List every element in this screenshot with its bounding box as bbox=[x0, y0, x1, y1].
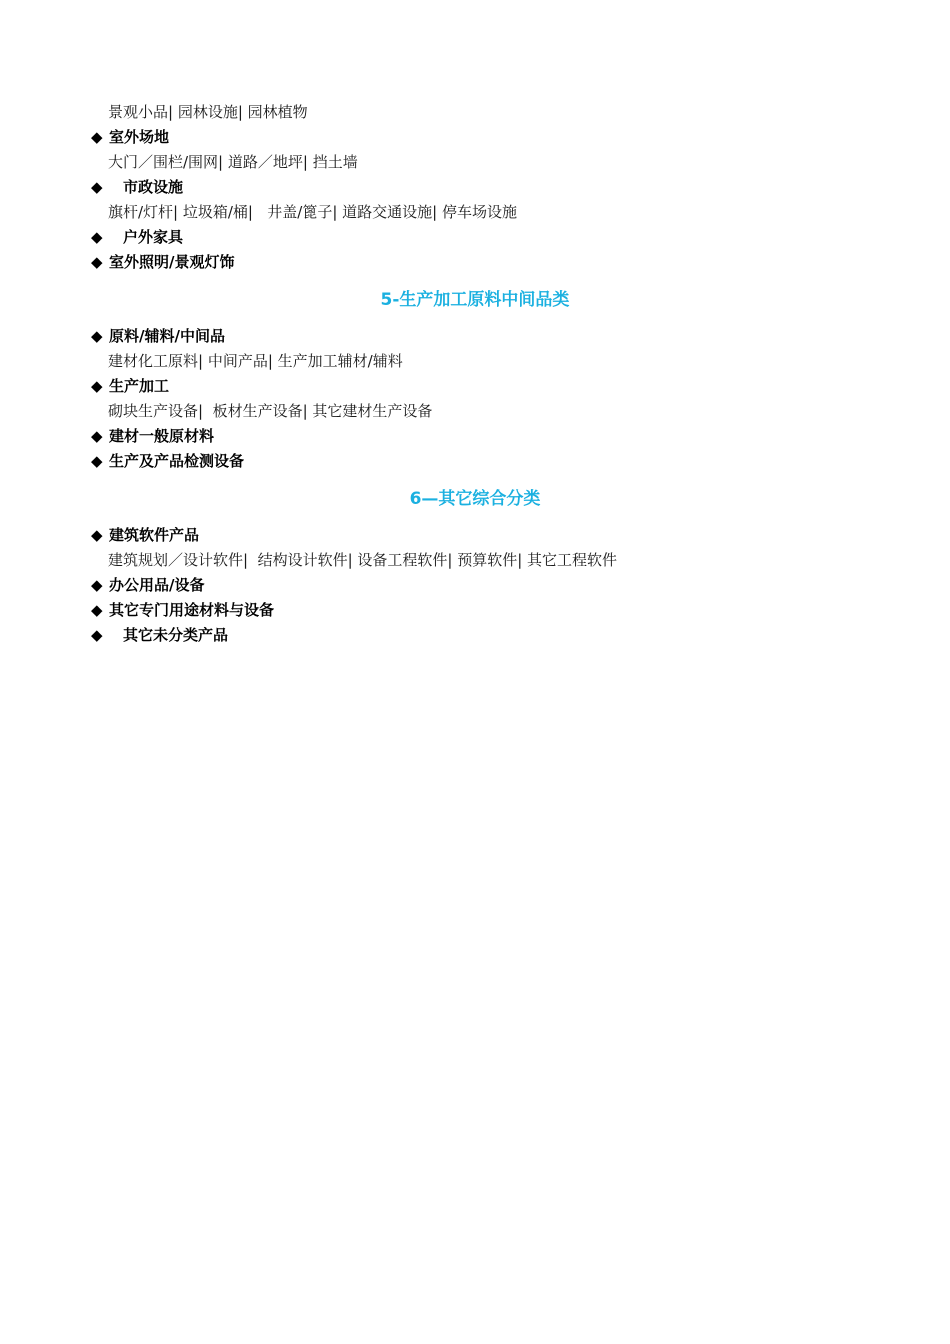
category-label: 室外场地 bbox=[109, 128, 170, 146]
category-label: 原料/辅料/中间品 bbox=[109, 327, 225, 345]
category-item-outdoor-furniture bbox=[0, 225, 950, 250]
black-diamond-icon: ◆ bbox=[91, 377, 103, 395]
subcategory-line: 砌块生产设备| 板材生产设备| 其它建材生产设备 bbox=[108, 402, 433, 420]
subcategory-line: 大门／围栏/围网| 道路／地坪| 挡土墙 bbox=[108, 153, 358, 171]
category-item-general-materials bbox=[0, 424, 950, 449]
category-item-processing bbox=[0, 374, 950, 399]
category-label: 建筑软件产品 bbox=[109, 526, 200, 544]
black-diamond-icon: ◆ bbox=[91, 128, 103, 146]
black-diamond-icon: ◆ bbox=[91, 178, 103, 196]
black-diamond-icon: ◆ bbox=[91, 452, 103, 470]
section-title-5: 5-生产加工原料中间品类 bbox=[380, 290, 570, 310]
category-item-office-supplies bbox=[0, 573, 950, 598]
subcategory-line: 旗杆/灯杆| 垃圾箱/桶| 井盖/篦子| 道路交通设施| 停车场设施 bbox=[108, 203, 517, 221]
black-diamond-icon: ◆ bbox=[91, 526, 103, 544]
category-label: 建材一般原材料 bbox=[109, 427, 215, 445]
category-label: 其它专门用途材料与设备 bbox=[109, 601, 275, 619]
category-item-municipal bbox=[0, 175, 950, 200]
category-item-outdoor-lighting bbox=[0, 250, 950, 275]
category-item-raw-materials bbox=[0, 324, 950, 349]
category-label: 生产加工 bbox=[109, 377, 170, 395]
category-label: 生产及产品检测设备 bbox=[109, 452, 245, 470]
category-item-building-software bbox=[0, 523, 950, 548]
subcategory-line: 建筑规划／设计软件| 结构设计软件| 设备工程软件| 预算软件| 其它工程软件 bbox=[108, 551, 618, 569]
category-item-testing-equipment bbox=[0, 449, 950, 474]
category-label: 户外家具 bbox=[123, 228, 184, 246]
category-label: 办公用品/设备 bbox=[109, 576, 205, 594]
black-diamond-icon: ◆ bbox=[91, 327, 103, 345]
section-title-6: 6—其它综合分类 bbox=[409, 489, 541, 509]
black-diamond-icon: ◆ bbox=[91, 626, 103, 644]
category-label: 室外照明/景观灯饰 bbox=[109, 253, 235, 271]
black-diamond-icon: ◆ bbox=[91, 228, 103, 246]
subcategory-line: 景观小品| 园林设施| 园林植物 bbox=[108, 103, 308, 121]
category-label: 其它未分类产品 bbox=[123, 626, 229, 644]
black-diamond-icon: ◆ bbox=[91, 601, 103, 619]
black-diamond-icon: ◆ bbox=[91, 427, 103, 445]
category-label: 市政设施 bbox=[123, 178, 184, 196]
black-diamond-icon: ◆ bbox=[91, 576, 103, 594]
black-diamond-icon: ◆ bbox=[91, 253, 103, 271]
category-item-outdoor-site bbox=[0, 125, 950, 150]
subcategory-line: 建材化工原料| 中间产品| 生产加工辅材/辅料 bbox=[108, 352, 403, 370]
category-item-special-purpose bbox=[0, 598, 950, 623]
category-item-unclassified bbox=[0, 623, 950, 648]
